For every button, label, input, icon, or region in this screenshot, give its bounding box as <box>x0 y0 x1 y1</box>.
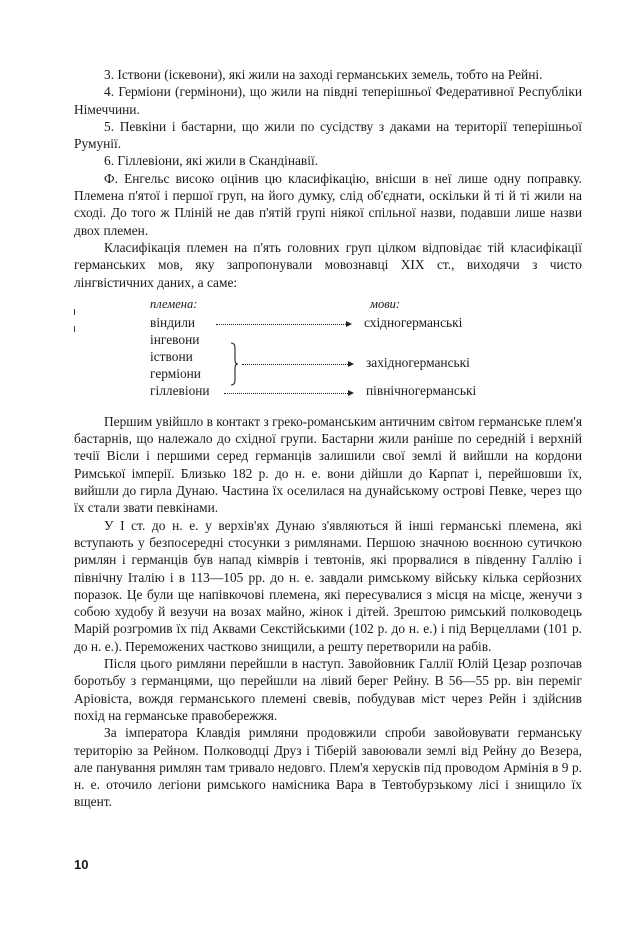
arrow-head <box>346 321 352 327</box>
language-group: північногерманські <box>366 382 477 398</box>
paragraph: Ф. Енгельс високо оцінив цю класифікацію, внісши в неї лише одну поправку. Племена п'ятої і першої груп, на його думку, слід об'єднати, оскільки й ті й ті жили на сході. До того ж Пліній не дав п'ятій групі ніякої спільної назви, подавши лише назви двох племен. <box>74 170 582 238</box>
leader-line <box>242 364 348 365</box>
paragraph: За імператора Клавдія римляни продовжили спроби завойовувати германську територію за Рейном. Полководці Друз і Тіберій завоювали землі від Рейну до Везера, але панування римлян там тривало недовго. Плем'я херусків під проводом Армінія в 9 р. н. е. оточило легіони римського намісника Вара в Тевтобурзькому лісі і знищило їх вщент. <box>74 725 582 810</box>
paragraph: Класифікація племен на п'ять головних груп цілком відповідає тій класифікації германських мов, яку запропонували мовознавці XIX ст., виходячи з чисто лінгвістичних даних, а саме: <box>74 239 582 290</box>
page-number: 10 <box>74 857 89 872</box>
margin-mark <box>74 326 75 332</box>
paragraphs-top <box>74 66 582 291</box>
scheme-header-languages: мови: <box>370 296 401 311</box>
tribe-name: віндили <box>150 314 196 330</box>
brace <box>230 342 238 386</box>
paragraph: Першим увійшло в контакт з греко-романським античним світом германське плем'я бастарнів, що належало до східної групи. Бастарни жили раніше по середній і верхній течії Вісли і першими серед германців залишили свої землі й вийшли на кордони Римської імперії. Близько 182 р. до н. е. вони дійшли до Карпат і, перейшовши їх, вийшли до гирла Дунаю. Частина їх оселилася на дунайському острові Певке, через що їх стали звати певкінами. <box>74 413 582 516</box>
paragraph: 6. Гіллевіони, які жили в Скандінавії. <box>104 153 319 169</box>
tribe-name: гіллевіони <box>150 382 210 398</box>
leader-line <box>216 324 346 325</box>
language-group: західногерманські <box>366 354 470 370</box>
margin-mark <box>74 309 75 315</box>
language-group: східногерманські <box>364 314 463 330</box>
leader-line <box>224 393 348 394</box>
paragraph: 5. Певкіни і бастарни, що жили по сусідству з даками на території теперішньої Румунії. <box>74 118 582 152</box>
tribe-name: герміони <box>150 365 201 381</box>
classification-scheme <box>74 297 582 405</box>
paragraphs-bottom <box>74 413 582 811</box>
paragraph: 3. Іствони (іскевони), які жили на заході германських земель, тобто на Рейні. <box>104 67 543 82</box>
page-body <box>74 66 582 811</box>
paragraph: У I ст. до н. е. у верхів'ях Дунаю з'являються й інші германські племена, які вступають у безпосередні стосунки з римлянами. Першою значною воєнною сутичкою римлян і германців був напад кімврів і тевтонів, які прорвалися в південну Галлію і північну Італію і в 113—105 рр. до н. е. завдали римському війську кілька серйозних поразок. Це були ще напівкочові племена, які пересувалися з місця на місце, женучи з собою худобу й везучи на возах майно, жінок і дітей. Зрештою римський полководець Марій розгромив їх під Аквами Секстійськими (102 р. до н. е.) і під Верцеллами (101 р. до н. е.). Переможених частково знищили, а решту перетворили на рабів. <box>74 517 582 654</box>
scheme-header-tribes: племена: <box>150 296 198 311</box>
arrow-head <box>348 361 354 367</box>
paragraph: Після цього римляни перейшли в наступ. Завойовник Галлії Юлій Цезар розпочав боротьбу з германцями, що перейшли на лівий берег Рейну. В 56—55 рр. він переміг Аріовіста, вождя германського племені свевів, побудував міст через Рейн і здійснив похід на германське правобережжя. <box>74 656 582 723</box>
arrow-head <box>348 390 354 396</box>
paragraph: 4. Герміони (гермінони), що жили на півдні теперішньої Федеративної Республіки Німеччини. <box>74 84 582 117</box>
tribe-name: іствони <box>150 348 193 364</box>
tribe-name: інгевони <box>150 331 200 347</box>
